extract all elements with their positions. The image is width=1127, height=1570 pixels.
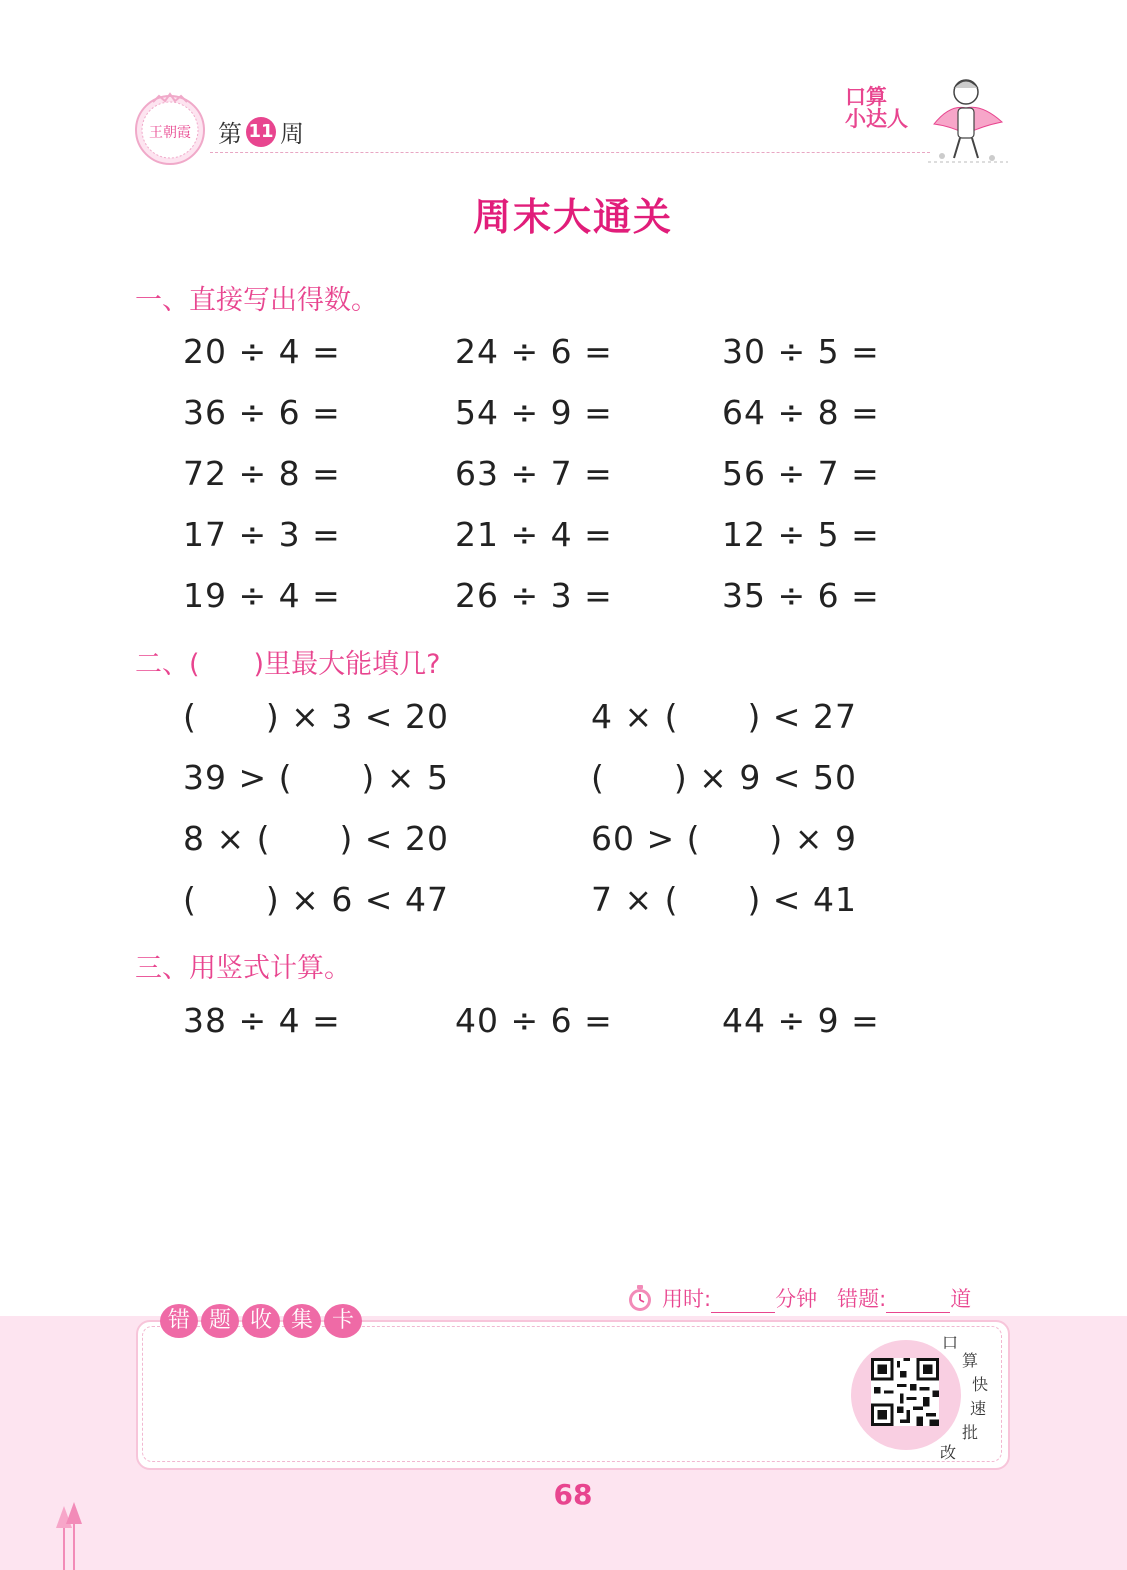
errors-unit: 道 [950,1287,972,1311]
brand-line2: 小达人 [845,107,908,131]
timing-record [662,1283,971,1313]
math-problem: 39 > ( ) × 5 [183,758,449,797]
errors-blank [886,1292,950,1313]
section3-title: 三、用竖式计算。 [135,953,351,984]
section2-title: 二、( )里最大能填几? [135,649,441,680]
mistake-card-label [160,1304,362,1338]
page-title: 周末大通关 [472,195,673,239]
qr-caption-char: 批 [962,1423,979,1442]
math-problem: 64 ÷ 8 = [722,393,880,432]
page-number: 68 [553,1478,593,1511]
math-problem: 4 × ( ) < 27 [591,697,857,736]
mascot-illustration [920,74,1016,168]
card-label-char: 错 [160,1304,198,1338]
math-problem: 12 ÷ 5 = [722,515,880,554]
week-prefix: 第 [218,120,242,148]
publisher-logo [133,92,207,166]
brand-line1: 口算 [845,85,887,109]
math-problem: 38 ÷ 4 = [183,1001,341,1040]
math-problem: 35 ÷ 6 = [722,576,880,615]
errors-label: 错题: [837,1287,887,1311]
math-problem: 36 ÷ 6 = [183,393,341,432]
time-blank [711,1292,775,1313]
svg-text:王朝霞: 王朝霞 [149,125,191,141]
math-problem: 21 ÷ 4 = [455,515,613,554]
math-problem: ( ) × 3 < 20 [183,697,449,736]
card-label-char: 集 [283,1304,321,1338]
math-problem: 60 > ( ) × 9 [591,819,857,858]
math-problem: ( ) × 6 < 47 [183,880,449,919]
time-label: 用时: [662,1287,712,1311]
qr-caption-char: 改 [940,1443,957,1462]
qr-code-icon[interactable] [871,1358,939,1426]
math-problem: 24 ÷ 6 = [455,332,613,371]
week-number-badge: 11 [246,117,276,147]
time-unit: 分钟 [775,1287,818,1311]
qr-caption-char: 快 [972,1375,989,1394]
header-divider [210,152,930,153]
qr-caption-char: 算 [962,1351,979,1370]
brand-logo [845,86,908,130]
qr-caption-char: 口 [942,1333,959,1352]
card-label-char: 收 [242,1304,280,1338]
math-problem: 72 ÷ 8 = [183,454,341,493]
math-problem: 44 ÷ 9 = [722,1001,880,1040]
math-problem: 56 ÷ 7 = [722,454,880,493]
math-problem: 26 ÷ 3 = [455,576,613,615]
qr-caption-char: 速 [970,1399,987,1418]
math-problem: 19 ÷ 4 = [183,576,341,615]
card-label-char: 题 [201,1304,239,1338]
math-problem: 17 ÷ 3 = [183,515,341,554]
math-problem: 8 × ( ) < 20 [183,819,449,858]
section3-problems [183,1003,943,1039]
math-problem: 63 ÷ 7 = [455,454,613,493]
math-problem: 30 ÷ 5 = [722,332,880,371]
math-problem: 54 ÷ 9 = [455,393,613,432]
arrows-decoration-icon [52,1498,92,1570]
math-problem: 7 × ( ) < 41 [591,880,857,919]
card-label-char: 卡 [324,1304,362,1338]
section2-problems [183,699,943,918]
section1-problems [183,334,943,614]
stopwatch-icon [626,1284,654,1312]
week-suffix: 周 [280,120,304,148]
math-problem: 40 ÷ 6 = [455,1001,613,1040]
math-problem: ( ) × 9 < 50 [591,758,857,797]
math-problem: 20 ÷ 4 = [183,332,341,371]
week-label [218,114,304,149]
section1-title: 一、直接写出得数。 [135,285,378,316]
